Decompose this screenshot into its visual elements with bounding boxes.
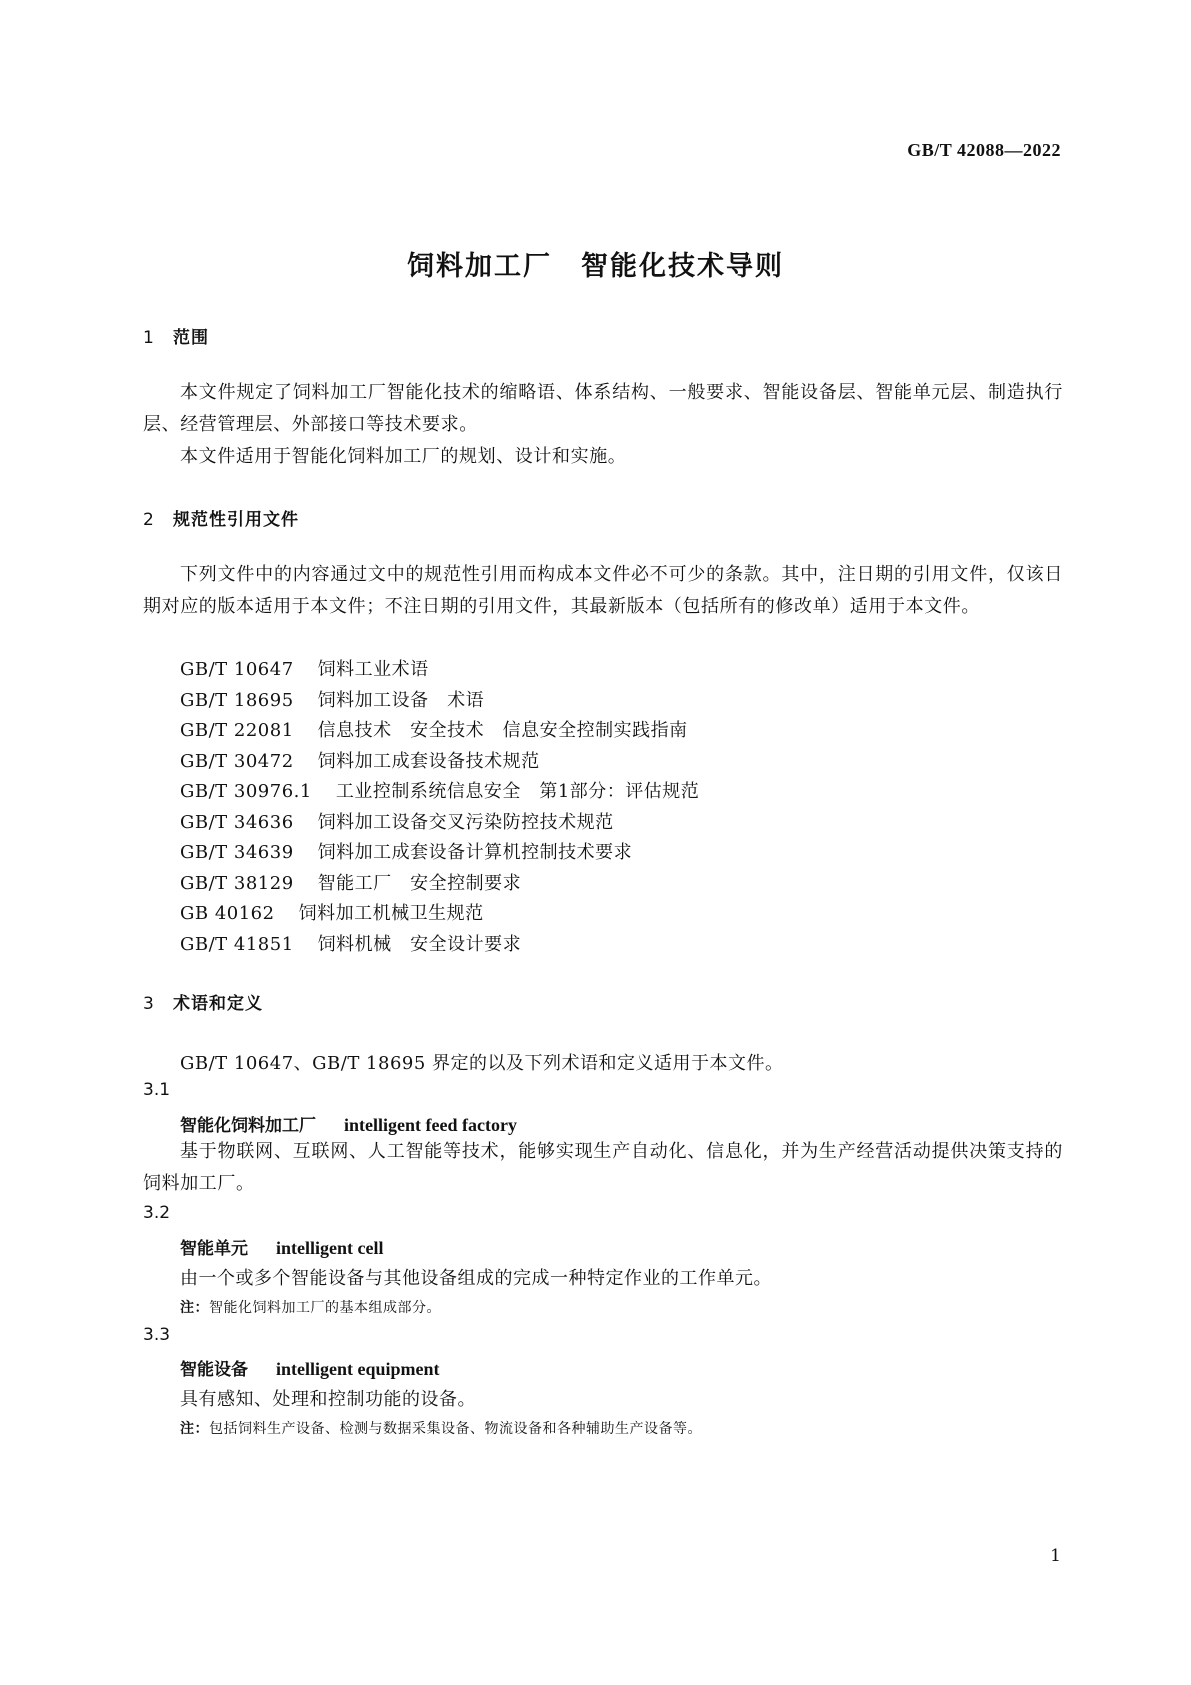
section-2-intro: 下列文件中的内容通过文中的规范性引用而构成本文件必不可少的条款。其中，注日期的引用文件，仅该日期对应的版本适用于本文件；不注日期的引用文件，其最新版本（包括所有的修改单）适用于本文件。 bbox=[143, 564, 1063, 617]
reference-item bbox=[180, 686, 484, 712]
reference-item bbox=[180, 777, 699, 803]
section-1-para-1: 本文件规定了饲料加工厂智能化技术的缩略语、体系结构、一般要求、智能设备层、智能单元层、制造执行层、经营管理层、外部接口等技术要求。 bbox=[143, 382, 1063, 435]
term-entry bbox=[180, 1355, 440, 1380]
clause-number: 3.1 bbox=[143, 1080, 171, 1100]
term-note bbox=[180, 1297, 441, 1317]
reference-item bbox=[180, 838, 632, 864]
term-en: intelligent cell bbox=[276, 1238, 384, 1258]
term-definition: 基于物联网、互联网、人工智能等技术，能够实现生产自动化、信息化，并为生产经营活动提供决策支持的饲料加工厂。 bbox=[143, 1141, 1063, 1194]
reference-title: 智能工厂 安全控制要求 bbox=[317, 873, 522, 894]
standard-code: GB/T 42088—2022 bbox=[907, 140, 1061, 160]
reference-code: GB/T 10647 bbox=[180, 659, 294, 680]
note-label: 注： bbox=[180, 1300, 209, 1316]
reference-item bbox=[180, 747, 540, 773]
section-2-title: 规范性引用文件 bbox=[173, 510, 299, 530]
reference-code: GB/T 30976.1 bbox=[180, 781, 312, 802]
reference-title: 饲料机械 安全设计要求 bbox=[317, 934, 522, 955]
section-3-number: 3 bbox=[143, 994, 155, 1014]
document-title: 饲料加工厂 智能化技术导则 bbox=[407, 251, 784, 282]
reference-code: GB/T 30472 bbox=[180, 751, 294, 772]
term-zh: 智能单元 bbox=[180, 1239, 248, 1259]
reference-code: GB/T 34636 bbox=[180, 812, 294, 833]
note-text: 智能化饲料加工厂的基本组成部分。 bbox=[209, 1300, 441, 1316]
clause-number: 3.2 bbox=[143, 1203, 171, 1223]
reference-code: GB/T 18695 bbox=[180, 690, 294, 711]
reference-title: 信息技术 安全技术 信息安全控制实践指南 bbox=[317, 720, 688, 741]
reference-item bbox=[180, 899, 484, 925]
clause-number: 3.3 bbox=[143, 1325, 171, 1345]
reference-code: GB/T 38129 bbox=[180, 873, 294, 894]
reference-item bbox=[180, 716, 688, 742]
reference-item bbox=[180, 808, 614, 834]
section-1-para-2: 本文件适用于智能化饲料加工厂的规划、设计和实施。 bbox=[180, 446, 627, 467]
section-1-heading bbox=[143, 323, 209, 348]
reference-code: GB 40162 bbox=[180, 903, 275, 924]
reference-title: 饲料加工机械卫生规范 bbox=[298, 903, 484, 924]
section-2-number: 2 bbox=[143, 510, 155, 530]
term-en: intelligent feed factory bbox=[344, 1115, 517, 1135]
note-label: 注： bbox=[180, 1421, 209, 1437]
reference-code: GB/T 22081 bbox=[180, 720, 294, 741]
reference-title: 饲料加工设备交叉污染防控技术规范 bbox=[317, 812, 614, 833]
term-note bbox=[180, 1418, 702, 1438]
section-2-heading bbox=[143, 505, 299, 530]
reference-title: 饲料加工成套设备技术规范 bbox=[317, 751, 540, 772]
note-text: 包括饲料生产设备、检测与数据采集设备、物流设备和各种辅助生产设备等。 bbox=[209, 1421, 702, 1437]
reference-title: 工业控制系统信息安全 第1部分：评估规范 bbox=[335, 781, 700, 802]
reference-title: 饲料加工成套设备计算机控制技术要求 bbox=[317, 842, 633, 863]
reference-title: 饲料工业术语 bbox=[317, 659, 429, 680]
reference-item bbox=[180, 869, 521, 895]
section-3-heading bbox=[143, 989, 263, 1014]
term-entry bbox=[180, 1234, 383, 1259]
term-zh: 智能化饲料加工厂 bbox=[180, 1116, 316, 1136]
reference-item bbox=[180, 655, 429, 681]
reference-title: 饲料加工设备 术语 bbox=[317, 690, 485, 711]
reference-code: GB/T 41851 bbox=[180, 934, 294, 955]
term-entry bbox=[180, 1111, 517, 1136]
term-definition: 由一个或多个智能设备与其他设备组成的完成一种特定作业的工作单元。 bbox=[180, 1268, 772, 1289]
section-3-title: 术语和定义 bbox=[173, 994, 263, 1014]
term-zh: 智能设备 bbox=[180, 1360, 248, 1380]
term-en: intelligent equipment bbox=[276, 1359, 440, 1379]
reference-item bbox=[180, 930, 521, 956]
section-3-intro: GB/T 10647、GB/T 18695 界定的以及下列术语和定义适用于本文件。 bbox=[180, 1053, 784, 1074]
section-1-title: 范围 bbox=[173, 328, 209, 348]
section-1-number: 1 bbox=[143, 328, 155, 348]
term-definition: 具有感知、处理和控制功能的设备。 bbox=[180, 1389, 476, 1410]
reference-code: GB/T 34639 bbox=[180, 842, 294, 863]
page-number: 1 bbox=[1050, 1546, 1061, 1566]
